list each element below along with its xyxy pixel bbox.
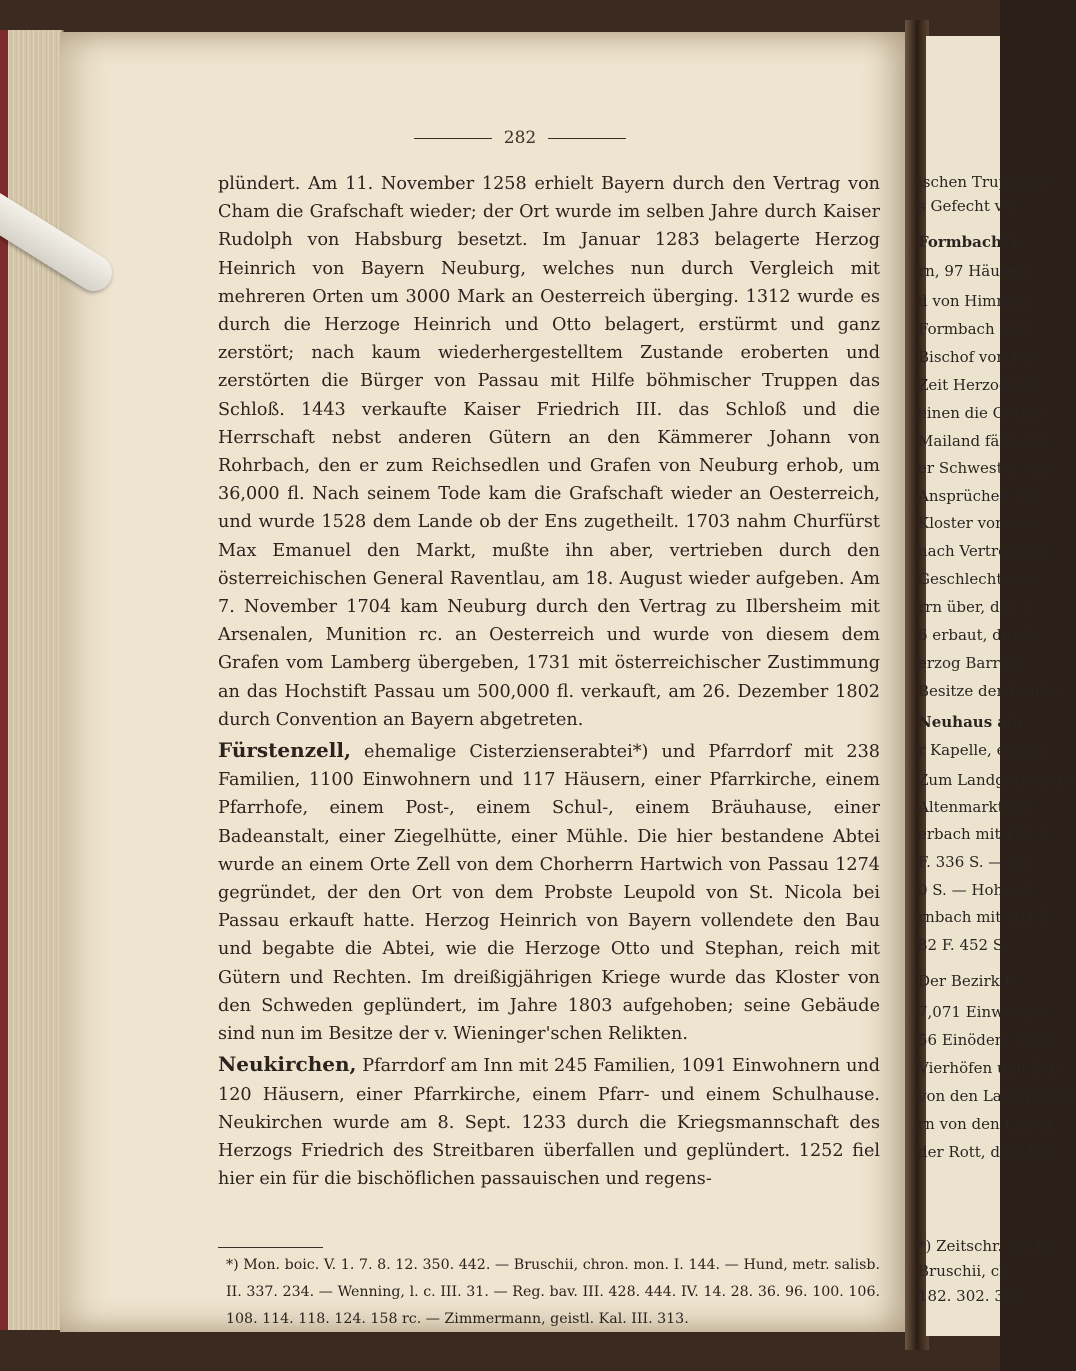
right-page-fragment: er Schwester Agn bbox=[918, 459, 1054, 477]
right-page-fragment: Formbach gest bbox=[918, 320, 1032, 338]
right-page-fragment: 56 Einöden, 6989 bbox=[918, 1031, 1053, 1049]
entry-fuerstenzell-text: ehemalige Cisterzienserabtei*) und Pfarrdorf mit 238 Familien, 1100 Einwohnern und 117 Häusern, einer Pfarrkirche, einem Pfarrhofe, einem Post-, einem Schul-, einem Bräuhause, einer Badeanstalt, einer Ziegelhütte, einer Mühle. Die hier bestandene Abtei wurde an einem Orte Zell von dem Chorherrn Hartwich von Passau 1274 gegründet, der den Ort von dem Probste Leupold von St. Nicola bei Passau erkauft hatte. Herzog Heinrich von Bayern vollendete den Bau und begabte die Abtei, wie die Herzoge Otto und Stephan, reich mit Gütern und Rechten. Im dreißigjährigen Kriege wurde das Kloster von den Schweden geplündert, im Jahre 1803 aufgehoben; seine Gebäude sind nun im Besitze der v. Wieninger'schen Relikten. bbox=[218, 742, 880, 1045]
right-page-fragment: erzog Barrati bbox=[918, 654, 1020, 672]
right-page-fragment: rnbach mit 194 F. bbox=[918, 908, 1053, 926]
right-page-fragment: einen die Grafen bbox=[918, 404, 1045, 422]
footnote bbox=[226, 1252, 880, 1333]
headword-neukirchen: Neukirchen, bbox=[218, 1052, 357, 1077]
right-page-fragment: rrn über, das 1 bbox=[918, 598, 1031, 616]
right-page-fragment: Der Bezirk P bbox=[918, 972, 1015, 990]
entry-neukirchen-text: Pfarrdorf am Inn mit 245 Familien, 1091 Einwohnern und 120 Häusern, einer Pfarrkirche, einem Pfarr- und einem Schulhause. Neukirchen wurde am 8. Sept. 1233 durch die Kriegsmannschaft des Herzogs Friedrich des Streitbaren überfallen und geplündert. 1252 fiel hier ein für die bischöflichen passauischen und regens- bbox=[218, 1056, 880, 1190]
right-page-fragment: Ansprüchen Fri bbox=[918, 487, 1037, 505]
right-page-fragment: 82 F. 452 S. bbox=[918, 936, 1008, 954]
right-page-fragment: Neuhaus am bbox=[918, 713, 1023, 731]
right-page-fragment: F. 336 S. — En bbox=[918, 853, 1029, 871]
headword-fuerstenzell: Fürstenzell, bbox=[218, 738, 351, 763]
right-page-fragment: Altenmarkt mit bbox=[918, 798, 1034, 816]
right-page-fragment: rn, 97 Häusern bbox=[918, 262, 1034, 280]
right-page-fragment: Besitze der Freihe bbox=[918, 682, 1059, 700]
right-page-fragment: ischen Truppen u bbox=[918, 173, 1051, 191]
right-page-fragment: Geschlecht von bbox=[918, 570, 1035, 588]
entry-fuerstenzell bbox=[218, 736, 880, 1048]
right-page-fragment: 0 S. — Hohenst bbox=[918, 881, 1036, 899]
right-page-fragment: der Rott, dem Kol bbox=[918, 1143, 1053, 1161]
right-page-fragment: von den Landgericht bbox=[918, 1087, 1076, 1105]
right-page-fragment: Bischof von Pas bbox=[918, 348, 1037, 366]
footnote-text: *) Mon. boic. V. 1. 7. 8. 12. 350. 442. — Bruschii, chron. mon. I. 144. — Hund, metr. salisb. II. 337. 234. — Wenning, l. c. III. 31. — Reg. bav. III. 428. 444. IV. 14. 28. 36. 96. 100. 106. 108. 114. 118. 124. 158 rc. — Zimmermann, geistl. Kal. III. 313. bbox=[226, 1257, 880, 1327]
right-page-fragment: Zum Landgerichtsbe bbox=[918, 771, 1076, 789]
right-page-fragment: rn von den Landg bbox=[918, 1115, 1053, 1133]
right-page-fragment: s Gefecht vor. bbox=[918, 197, 1023, 215]
right-page-fragment: Mailand fällt und bbox=[918, 432, 1049, 450]
header-rule-left bbox=[414, 138, 492, 139]
entry-neukirchen bbox=[218, 1050, 880, 1193]
right-page-fragment: Vierhöfen und Lan bbox=[918, 1059, 1060, 1077]
right-page-fragment: 6 erbaut, durch bbox=[918, 626, 1037, 644]
right-page-fragment: d von Himmelt bbox=[918, 292, 1031, 310]
header-rule-right bbox=[548, 138, 626, 139]
footnote-rule bbox=[218, 1247, 323, 1248]
right-page-fragment: Kloster von sein bbox=[918, 514, 1041, 532]
right-page-fragment: 182. 302. 340. bbox=[918, 1287, 1028, 1305]
page-number: 282 bbox=[503, 128, 537, 148]
right-page-fragment: nach Vertreibung bbox=[918, 542, 1051, 560]
right-page-fragment: r Kapelle, einem bbox=[918, 741, 1044, 759]
paragraph-neuburg-history: plündert. Am 11. November 1258 erhielt Bayern durch den Vertrag von Cham die Grafschaft wieder; der Ort wurde im selben Jahre durch Kaiser Rudolph von Habsburg besetzt. Im Januar 1283 belagerte Herzog Heinrich von Bayern Neuburg, welches nun durch Vergleich mit mehreren Orten um 3000 Mark an Oesterreich überging. 1312 wurde es durch die Herzoge Heinrich und Otto belagert, erstürmt und ganz zerstört; nach kaum wiederhergestelltem Zustande eroberten und zerstörten die Bürger von Passau mit Hilfe böhmischer Truppen das Schloß. 1443 verkaufte Kaiser Friedrich III. das Schloß und die Herrschaft nebst anderen Gütern an den Kämmerer Johann von Rohrbach, den er zum Reichsedlen und Grafen von Neuburg erhob, um 36,000 fl. Nach seinem Tode kam die Grafschaft wieder an Oesterreich, und wurde 1528 dem Lande ob der Ens zugetheilt. 1703 nahm Churfürst Max Emanuel den Markt, mußte ihn aber, vertrieben durch den österreichischen General Raventlau, am 18. August wieder aufgeben. Am 7. November 1704 kam Neuburg durch den Vertrag zu Ilbersheim mit Arsenalen, Munition rc. an Oesterreich und wurde von diesem dem Grafen vom Lamberg übergeben, 1731 mit österreichischer Zustimmung an das Hochstift Passau um 500,000 fl. verkauft, am 26. Dezember 1802 durch Convention an Bayern abgetreten. bbox=[218, 174, 880, 730]
right-page bbox=[918, 36, 1076, 1336]
right-page-fragment: erbach mit 138 F. bbox=[918, 825, 1052, 843]
right-page-fragment: 7,071 Einwohner, bbox=[918, 1003, 1052, 1021]
right-page-fragment: Zeit Herzogs Ot bbox=[918, 376, 1040, 394]
body-text bbox=[218, 170, 880, 1193]
page-header bbox=[380, 128, 660, 152]
right-page-fragment: *) Zeitschr. für Ba bbox=[918, 1237, 1055, 1255]
right-page-fragment: Formbach*), bbox=[918, 233, 1023, 251]
right-page-fragment: Bruschii, ch bbox=[918, 1262, 1009, 1280]
